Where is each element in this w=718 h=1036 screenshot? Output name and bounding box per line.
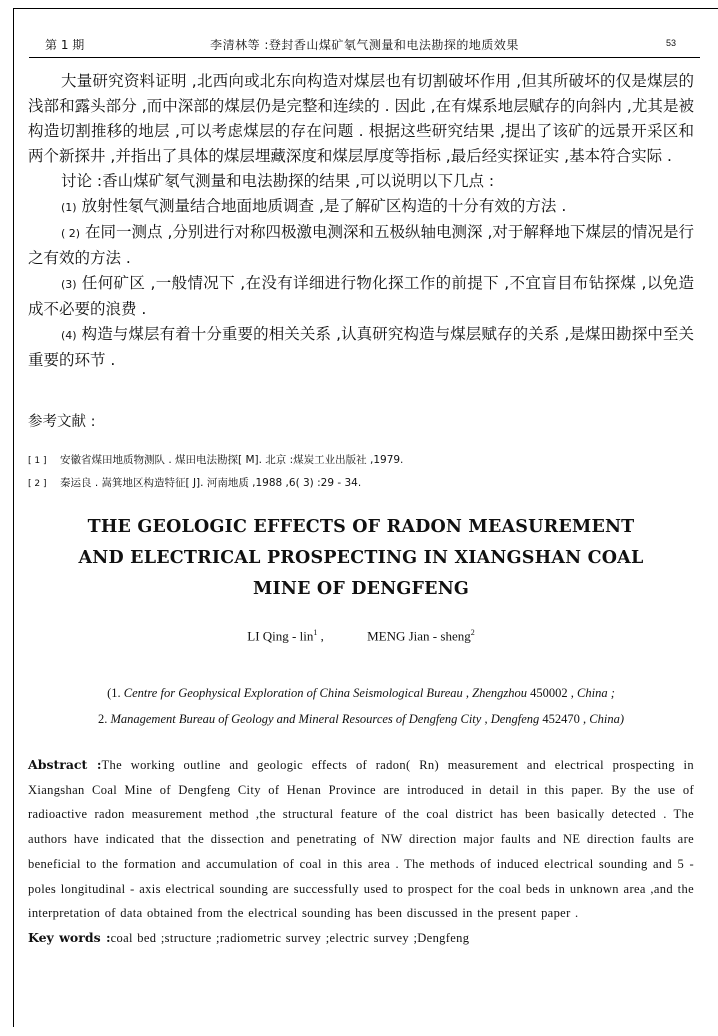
affiliation-prefix: 2.: [97, 712, 111, 726]
english-title-line: MINE OF DENGFENG: [252, 579, 470, 599]
reference-text: 秦运良 . 嵩箕地区构造特征[ J]. 河南地质 ,1988 ,6( 3) :29 - 34.: [60, 477, 362, 489]
page-frame-top-border: [13, 8, 718, 9]
reference-index: [ 1 ]: [28, 456, 47, 466]
discussion-point: [28, 194, 694, 220]
point-text: 在同一测点 ,分别进行对称四极激电测深和五极纵轴电测深 ,对于解释地下煤层的情况是行之有效的方法 .: [28, 223, 694, 267]
discussion-paragraph: 讨论 :香山煤矿氡气测量和电法勘探的结果 ,可以说明以下几点 :: [61, 172, 495, 190]
references-heading: 参考文献 :: [28, 414, 96, 430]
author-name: LI Qing - lin: [247, 628, 314, 644]
reference-text: 安徽省煤田地质物测队 . 煤田电法勘探[ M]. 北京 :煤炭工业出版社 ,1979.: [60, 454, 404, 466]
point-text: 放射性氡气测量结合地面地质调查 ,是了解矿区构造的十分有效的方法 .: [81, 197, 567, 215]
reference-index: [ 2 ]: [28, 479, 47, 489]
point-text: 构造与煤层有着十分重要的相关关系 ,认真研究构造与煤层赋存的关系 ,是煤田勘探中至关重要的环节 .: [28, 325, 694, 369]
discussion-point: [28, 220, 694, 271]
keywords-label: Key words :: [28, 929, 111, 945]
affiliation-text: Management Bureau of Geology and Mineral Resources of Dengfeng City , Dengfeng: [110, 712, 540, 726]
point-number: ( 2): [61, 227, 81, 240]
abstract-label: Abstract :: [28, 757, 102, 772]
english-title-line: THE GEOLOGIC EFFECTS OF RADON MEASUREMENT: [87, 517, 635, 537]
issue-number: 第 1 期: [45, 38, 85, 52]
author-list: [28, 628, 694, 644]
affiliation-suffix: , China ;: [567, 686, 615, 700]
affiliation-line: [28, 706, 694, 732]
running-title: 李清林等 :登封香山煤矿氡气测量和电法勘探的地质效果: [210, 38, 519, 52]
affiliations: [28, 680, 694, 732]
affiliation-text: Centre for Geophysical Exploration of China Seismological Bureau , Zhengzhou: [123, 686, 528, 700]
affiliation-line: [28, 680, 694, 706]
page-number: 53: [665, 38, 676, 48]
affiliation-suffix: , China): [579, 712, 625, 726]
discussion-point: [28, 322, 694, 373]
references-list: [28, 449, 688, 495]
english-abstract: [28, 753, 694, 951]
page-frame-left-border: [13, 8, 14, 1027]
abstract-text: The working outline and geologic effects of radon( Rn) measurement and electrical prospecting in Xiangshan Coal Mine of Dengfeng City of Henan Province are introduced in detail in this paper. By the use of radioactive radon measurement method ,the structural feature of the coal district has been basically detected . The authors have indicated that the dissection and penetrating of NW direction major faults and NE direction faults are beneficial to the formation and accumulation of coal in this area . The methods of induced electrical sounding and 5 - poles longitudinal - axis electrical sounding are successfully used to prospect for the coal beds in unknown area ,and the interpretation of data obtained from the electrical sounding has been discussed in the present paper .: [28, 758, 694, 921]
author-name: MENG Jian - sheng: [367, 628, 471, 644]
body-paragraph: 大量研究资料证明 ,北西向或北东向构造对煤层也有切割破坏作用 ,但其所破坏的仅是煤层的浅部和露头部分 ,而中深部的煤层仍是完整和连续的 . 因此 ,在有煤系地层赋存的向斜内 ,尤其是被构造切割推移的地层 ,可以考虑煤层的存在问题 . 根据这些研究结果 ,提出了该矿的远景开采区和两个新探井 ,并指出了具体的煤层埋藏深度和煤层厚度等指标 ,最后经实探证实 ,基本符合实际 .: [28, 72, 694, 165]
reference-item: [28, 449, 688, 472]
affiliation-postal-code: 450002: [527, 686, 568, 700]
header-rule: [29, 57, 700, 58]
point-number: (3): [61, 278, 77, 291]
affiliation-prefix: (1.: [107, 686, 124, 700]
chinese-body: [28, 69, 694, 373]
author-affiliation-mark: 2: [470, 628, 475, 637]
author-separator: ,: [320, 628, 324, 644]
point-text: 任何矿区 ,一般情况下 ,在没有详细进行物化探工作的前提下 ,不宜盲目布钻探煤 ,以免造成不必要的浪费 .: [28, 274, 694, 318]
point-number: (1): [61, 201, 77, 214]
keywords-text: coal bed ;structure ;radiometric survey ;electric survey ;Dengfeng: [110, 930, 470, 945]
english-title: [28, 512, 694, 605]
affiliation-postal-code: 452470: [539, 712, 580, 726]
abstract-paragraph: [28, 753, 694, 926]
author-affiliation-mark: 1: [313, 628, 318, 637]
discussion-point: [28, 271, 694, 322]
keywords-paragraph: [28, 926, 694, 951]
english-title-line: AND ELECTRICAL PROSPECTING IN XIANGSHAN COAL: [78, 548, 644, 568]
running-head: [29, 34, 700, 56]
point-number: (4): [61, 329, 77, 342]
reference-item: [28, 472, 688, 495]
